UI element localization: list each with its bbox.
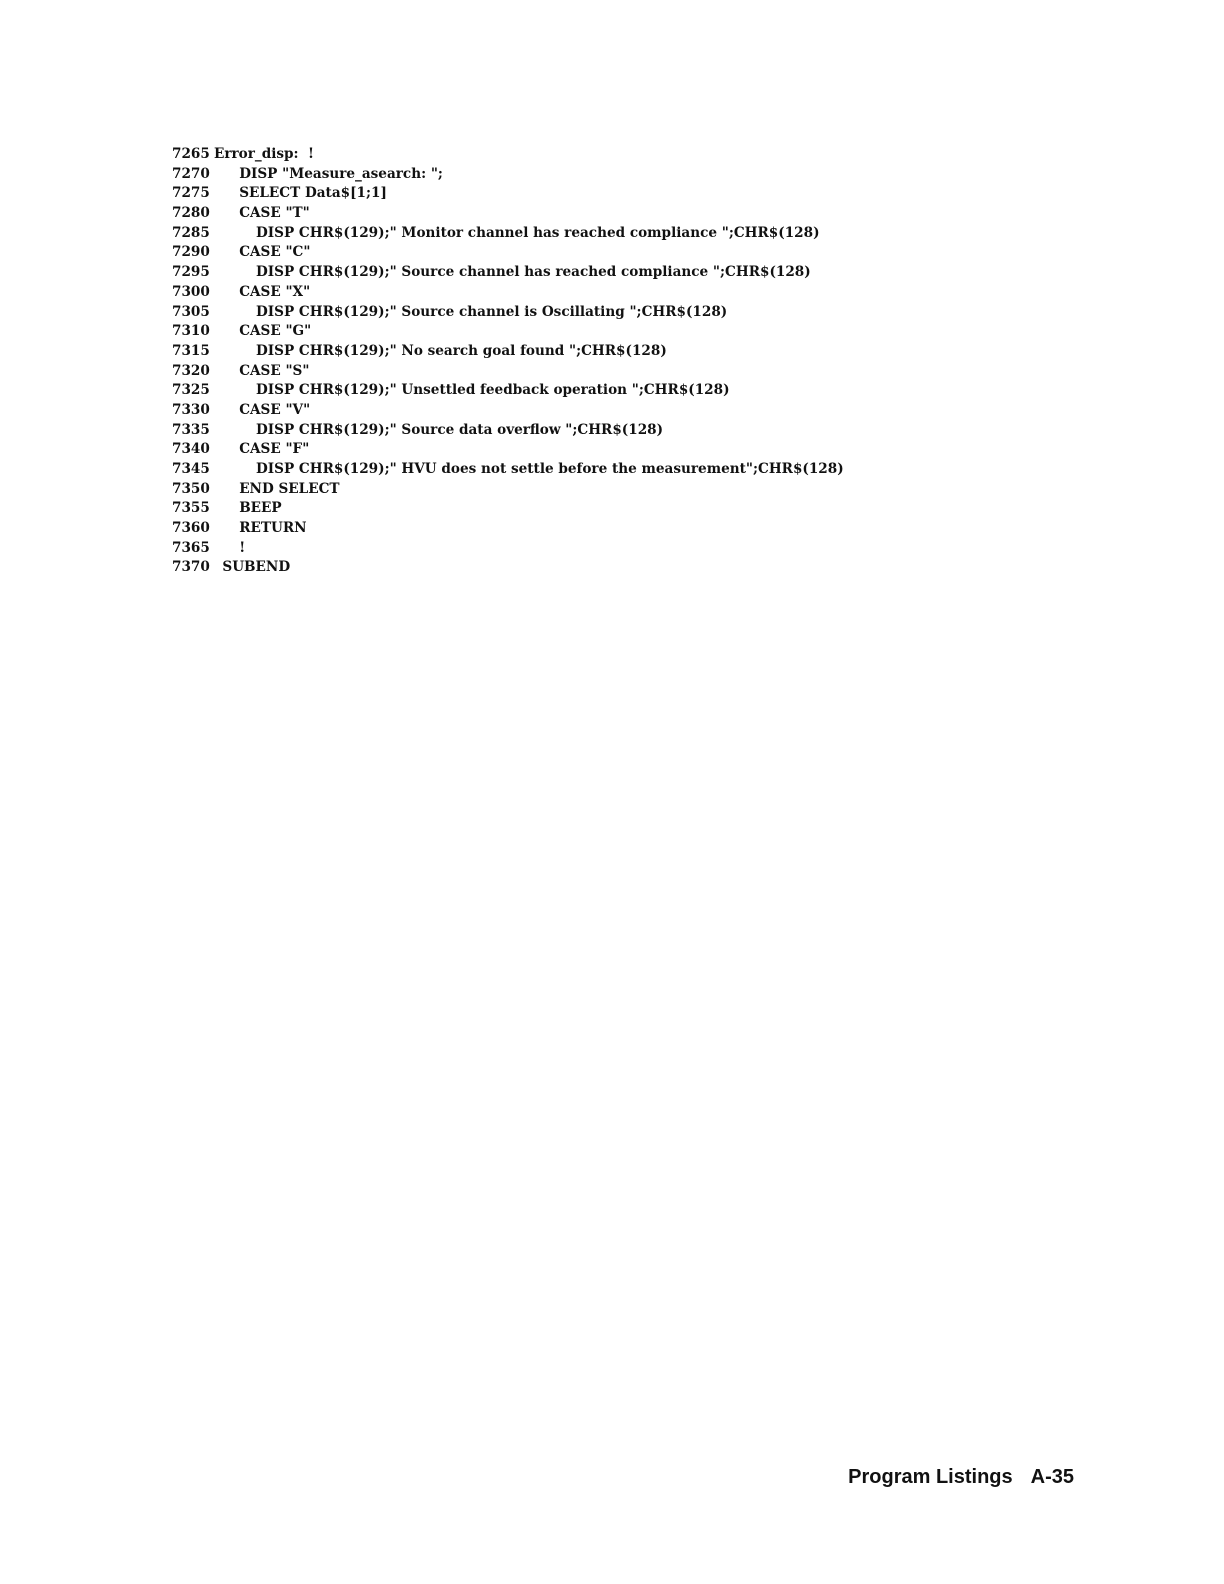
line-code: SELECT Data$[1;1] (239, 185, 387, 202)
line-number: 7310 (172, 323, 210, 340)
listing-line (172, 342, 844, 362)
listing-line (172, 145, 844, 165)
footer-page-number: A-35 (1030, 1466, 1074, 1488)
line-code: DISP "Measure_asearch: "; (239, 165, 443, 182)
line-code: DISP CHR$(129);" HVU does not settle before the measurement";CHR$(128) (256, 461, 844, 477)
listing-line (172, 440, 844, 460)
line-code: CASE "T" (239, 205, 310, 222)
line-code: END SELECT (239, 480, 340, 497)
line-number: 7365 (172, 539, 210, 556)
line-number: 7320 (172, 362, 210, 379)
line-number: 7275 (172, 185, 210, 202)
line-number: 7330 (172, 401, 210, 418)
listing-line (172, 460, 844, 480)
listing-line (172, 303, 844, 323)
listing-line (172, 165, 844, 185)
line-number: 7290 (172, 244, 210, 261)
line-number: 7280 (172, 205, 210, 222)
listing-line (172, 539, 844, 559)
line-code: DISP CHR$(129);" Source channel has reached compliance ";CHR$(128) (256, 264, 811, 281)
line-number: 7300 (172, 283, 210, 300)
line-number: 7370 (172, 559, 210, 576)
line-code: DISP CHR$(129);" Source channel is Oscillating ";CHR$(128) (256, 303, 728, 320)
line-number: 7315 (172, 342, 210, 359)
listing-line (172, 263, 844, 283)
line-code: DISP CHR$(129);" Source data overflow ";CHR$(128) (256, 421, 664, 438)
listing-line (172, 381, 844, 401)
line-number: 7325 (172, 382, 210, 399)
line-code: CASE "V" (239, 401, 311, 418)
line-code: CASE "F" (239, 441, 310, 458)
line-code: CASE "G" (239, 323, 312, 340)
listing-line (172, 322, 844, 342)
line-code: ! (239, 539, 246, 556)
line-number: 7340 (172, 441, 210, 458)
line-code: DISP CHR$(129);" Unsettled feedback operation ";CHR$(128) (256, 382, 730, 399)
line-number: 7345 (172, 461, 210, 477)
footer-section-title: Program Listings (848, 1466, 1013, 1488)
line-number: 7285 (172, 224, 210, 241)
line-code: DISP CHR$(129);" Monitor channel has reached compliance ";CHR$(128) (256, 224, 820, 241)
line-number: 7265 (172, 146, 210, 162)
line-code: BEEP (239, 500, 282, 517)
line-code: RETURN (239, 520, 307, 537)
listing-line (172, 283, 844, 303)
listing-line (172, 204, 844, 224)
line-code: CASE "S" (239, 362, 310, 379)
line-code: DISP CHR$(129);" No search goal found ";CHR$(128) (256, 342, 667, 359)
listing-line (172, 519, 844, 539)
line-number: 7305 (172, 303, 210, 320)
line-number: 7335 (172, 421, 210, 438)
page-footer (848, 1466, 1074, 1489)
listing-line (172, 421, 844, 441)
line-number: 7295 (172, 264, 210, 281)
listing-line (172, 243, 844, 263)
line-code: CASE "X" (239, 283, 311, 300)
listing-line (172, 401, 844, 421)
listing-line (172, 480, 844, 500)
line-code: Error_disp: ! (214, 146, 314, 162)
line-code: CASE "C" (239, 244, 311, 261)
listing-line (172, 558, 844, 578)
listing-line (172, 184, 844, 204)
listing-line (172, 224, 844, 244)
listing-line (172, 362, 844, 382)
listing-line (172, 499, 844, 519)
line-number: 7355 (172, 500, 210, 517)
line-number: 7350 (172, 480, 210, 497)
line-number: 7360 (172, 520, 210, 537)
line-code: SUBEND (222, 559, 291, 576)
line-number: 7270 (172, 165, 210, 182)
program-listing (172, 145, 844, 578)
